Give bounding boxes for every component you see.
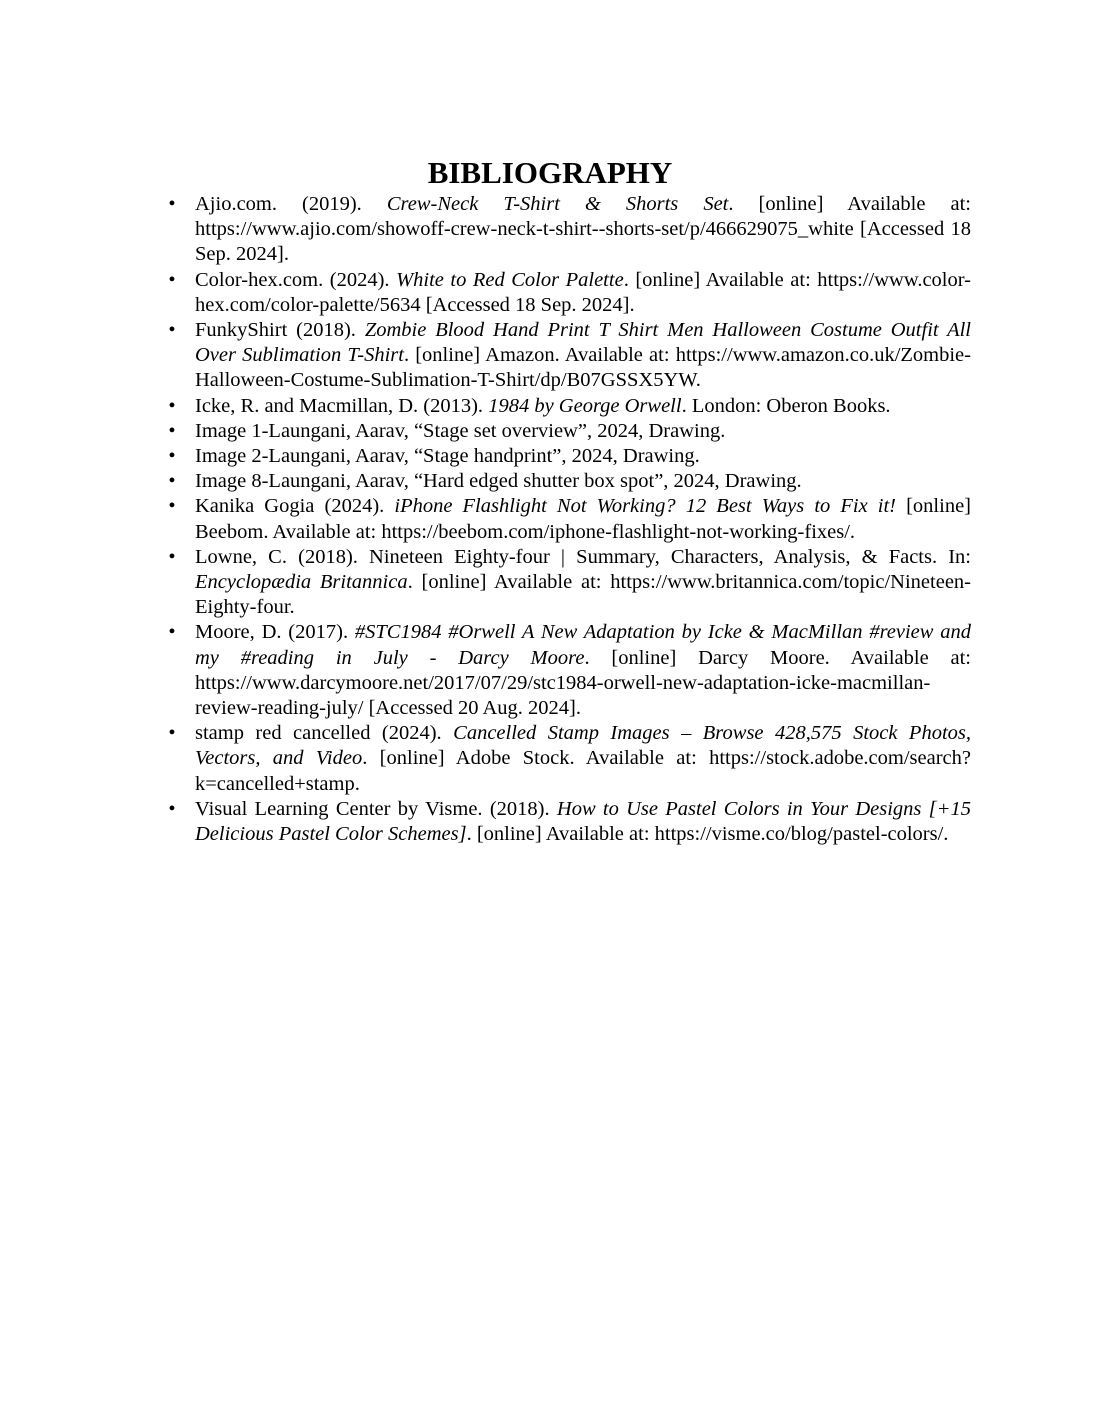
list-item [168,545,971,621]
list-item [168,192,971,268]
entry-italic-title: 1984 by George Orwell [488,394,682,417]
entry-plain-text: Ajio.com. (2019). [195,193,387,215]
list-item [168,394,971,419]
entry-plain-text: stamp red cancelled (2024). [195,722,454,745]
entry-plain-text: . London: Oberon Books. [681,394,891,417]
bullet-icon: • [168,722,176,745]
list-item [168,318,971,394]
bullet-icon: • [168,797,176,820]
entry-plain-text: . [online] Amazon. Available at: https://www.amazon.co.uk/Zombie-Halloween-Costume-Sublimation-T-Shirt/dp/B07GSSX5YW. [195,344,971,392]
entry-plain-text: . [online] Available at: https://www.ajio.com/showoff-crew-neck-t-shirt--shorts-set/p/466629075_white [Accessed 18 Sep. 2024]. [195,193,971,266]
entry-plain-text: Image 8-Laungani, Aarav, “Hard edged shutter box spot”, 2024, Drawing. [195,470,802,493]
entry-plain-text: . [online] Adobe Stock. Available at: https://stock.adobe.com/search?k=cancelled+stamp. [195,747,971,795]
bullet-icon: • [168,268,176,291]
bullet-icon: • [168,545,176,568]
entry-text [195,394,971,419]
entry-text [195,721,971,797]
entry-text [195,192,971,268]
entry-text [195,444,971,469]
entry-plain-text: Icke, R. and Macmillan, D. (2013). [195,394,489,417]
bullet-icon: • [168,621,176,644]
entry-plain-text: Visual Learning Center by Visme. (2018). [195,797,557,820]
entry-text [195,419,971,444]
entry-italic-title: Zombie Blood Hand Print T Shirt Men Halloween Costume Outfit All Over Sublimation T-Shirt [195,319,971,367]
entry-italic-title: #STC1984 #Orwell A New Adaptation by Icke & MacMillan #review and my #reading in July - Darcy Moore [195,621,971,669]
entry-plain-text: Color-hex.com. (2024). [195,268,397,291]
entry-plain-text: . [online] Darcy Moore. Available at: https://www.darcymoore.net/2017/07/29/stc1984-orwell-new-adaptation-icke-macmillan-review-reading-july/ [Accessed 20 Aug. 2024]. [195,646,971,720]
entry-text [195,318,971,394]
list-item [168,444,971,469]
entry-plain-text: [online] Beebom. Available at: https://beebom.com/iphone-flashlight-not-working-fixes/. [195,495,971,543]
entry-italic-title: How to Use Pastel Colors in Your Designs [+15 Delicious Pastel Color Schemes] [195,797,971,846]
entry-plain-text: Image 2-Laungani, Aarav, “Stage handprint”, 2024, Drawing. [195,445,700,468]
list-item [168,721,971,797]
list-item [168,469,971,494]
list-item [168,620,971,721]
bullet-icon: • [168,445,176,468]
bullet-icon: • [168,470,176,493]
entry-plain-text: Moore, D. (2017). [195,621,355,644]
entry-plain-text: FunkyShirt (2018). [195,319,365,342]
entry-text [195,469,971,494]
entry-text [195,494,971,544]
bullet-icon: • [168,193,176,215]
list-item [168,419,971,444]
list-item [168,268,971,318]
entry-plain-text: Lowne, C. (2018). Nineteen Eighty-four | Summary, Characters, Analysis, & Facts. In: [195,545,971,568]
entry-text [195,620,971,721]
entry-plain-text: Kanika Gogia (2024). [195,495,395,518]
bullet-icon: • [168,319,176,342]
list-item [168,797,971,847]
entry-text [195,797,971,847]
page-title: BIBLIOGRAPHY [427,155,673,190]
entry-plain-text: Image 1-Laungani, Aarav, “Stage set overview”, 2024, Drawing. [195,419,726,442]
entry-italic-title: Encyclopædia Britannica [195,571,408,594]
entry-italic-title: White to Red Color Palette [396,268,624,291]
entry-plain-text: . [online] Available at: https://www.britannica.com/topic/Nineteen-Eighty-four. [195,571,971,619]
list-item [168,494,971,544]
entry-text [195,268,971,318]
bullet-icon: • [168,419,176,442]
entry-plain-text: . [online] Available at: https://www.color-hex.com/color-palette/5634 [Accessed 18 Sep. 2024]. [195,268,971,316]
entry-italic-title: Crew-Neck T-Shirt & Shorts Set [386,193,729,215]
bullet-icon: • [168,495,176,518]
bullet-icon: • [168,394,176,417]
entry-plain-text: . [online] Available at: https://visme.co/blog/pastel-colors/. [466,823,949,846]
entry-text [195,545,971,621]
entry-italic-title: iPhone Flashlight Not Working? 12 Best Ways to Fix it! [394,495,896,518]
bibliography-list [168,192,971,847]
entry-italic-title: Cancelled Stamp Images – Browse 428,575 Stock Photos, Vectors, and Video [195,722,971,770]
